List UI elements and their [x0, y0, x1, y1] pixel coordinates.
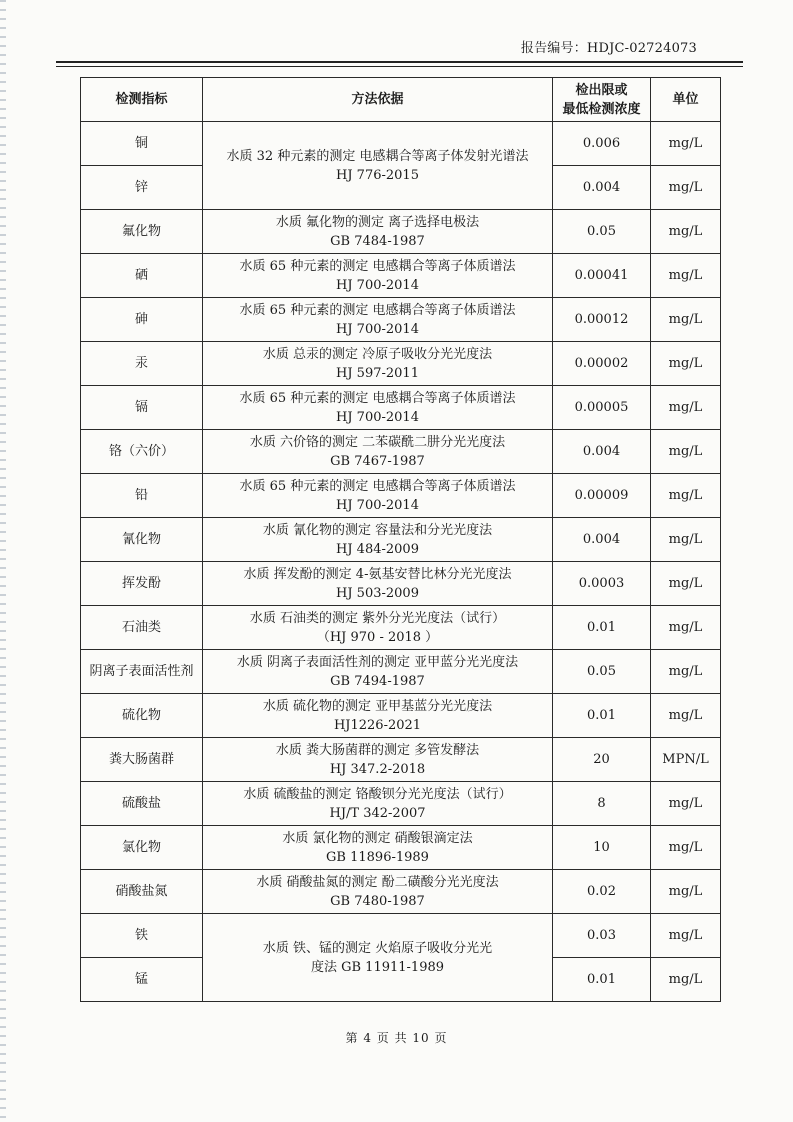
method-line2: HJ 776-2015	[336, 167, 419, 183]
method-line1: 水质 六价铬的测定 二苯碳酰二肼分光光度法	[249, 434, 506, 450]
method-line1: 水质 硫化物的测定 亚甲基蓝分光光度法	[262, 698, 493, 714]
header-unit: 单位	[651, 78, 721, 122]
table-row	[81, 606, 721, 650]
unit-cell: mg/L	[651, 342, 721, 386]
method-line2: HJ 503-2009	[336, 585, 419, 601]
limit-cell: 0.01	[553, 606, 651, 650]
method-cell	[203, 430, 553, 474]
method-line2: HJ 700-2014	[336, 409, 419, 425]
indicator-cell: 硫酸盐	[81, 782, 203, 826]
unit-cell: mg/L	[651, 518, 721, 562]
method-line1: 水质 总汞的测定 冷原子吸收分光光度法	[262, 346, 493, 362]
unit-cell: mg/L	[651, 254, 721, 298]
header-rule-thick	[56, 61, 743, 63]
indicator-cell: 砷	[81, 298, 203, 342]
indicator-cell: 氯化物	[81, 826, 203, 870]
method-line2: GB 7494-1987	[330, 673, 425, 689]
method-line2: HJ 700-2014	[336, 497, 419, 513]
method-line1: 水质 阴离子表面活性剂的测定 亚甲蓝分光光度法	[236, 654, 519, 670]
table-row	[81, 430, 721, 474]
method-cell	[203, 298, 553, 342]
table-row	[81, 650, 721, 694]
table-row	[81, 870, 721, 914]
limit-cell: 20	[553, 738, 651, 782]
limit-cell: 8	[553, 782, 651, 826]
table-header-row	[81, 78, 721, 122]
indicator-cell: 铁	[81, 914, 203, 958]
limit-cell: 0.006	[553, 122, 651, 166]
indicator-cell: 铜	[81, 122, 203, 166]
limit-cell: 0.01	[553, 958, 651, 1002]
method-line2: HJ 484-2009	[336, 541, 419, 557]
table-row	[81, 254, 721, 298]
header-limit-line2: 最低检测浓度	[562, 101, 641, 117]
indicator-cell: 氰化物	[81, 518, 203, 562]
table-row	[81, 782, 721, 826]
limit-cell: 10	[553, 826, 651, 870]
table-row	[81, 298, 721, 342]
indicator-cell: 汞	[81, 342, 203, 386]
indicator-cell: 镉	[81, 386, 203, 430]
method-cell	[203, 254, 553, 298]
method-line1: 水质 氰化物的测定 容量法和分光光度法	[262, 522, 493, 538]
limit-cell: 0.02	[553, 870, 651, 914]
method-line2: HJ/T 342-2007	[329, 805, 426, 821]
method-cell	[203, 694, 553, 738]
method-line1: 水质 65 种元素的测定 电感耦合等离子体质谱法	[239, 258, 516, 274]
method-line1: 水质 32 种元素的测定 电感耦合等离子体发射光谱法	[226, 148, 529, 164]
scan-edge-marks	[0, 0, 6, 1122]
method-line2: GB 7480-1987	[330, 893, 425, 909]
method-cell	[203, 650, 553, 694]
unit-cell: mg/L	[651, 870, 721, 914]
method-line1: 水质 氯化物的测定 硝酸银滴定法	[282, 830, 473, 846]
limit-cell: 0.004	[553, 518, 651, 562]
table-row	[81, 694, 721, 738]
limit-cell: 0.00041	[553, 254, 651, 298]
indicator-cell: 硫化物	[81, 694, 203, 738]
header-limit	[553, 78, 651, 122]
method-line1: 水质 氟化物的测定 离子选择电极法	[275, 214, 480, 230]
method-cell	[203, 210, 553, 254]
method-cell	[203, 738, 553, 782]
method-line1: 水质 硝酸盐氮的测定 酚二磺酸分光光度法	[256, 874, 499, 890]
method-line2: GB 11896-1989	[326, 849, 429, 865]
method-cell	[203, 518, 553, 562]
method-line2: HJ 597-2011	[336, 365, 419, 381]
unit-cell: mg/L	[651, 562, 721, 606]
table-row	[81, 562, 721, 606]
header-indicator: 检测指标	[81, 78, 203, 122]
method-line1: 水质 粪大肠菌群的测定 多管发酵法	[275, 742, 480, 758]
method-cell	[203, 870, 553, 914]
indicator-cell: 锌	[81, 166, 203, 210]
unit-cell: mg/L	[651, 650, 721, 694]
indicator-cell: 铅	[81, 474, 203, 518]
method-cell	[203, 386, 553, 430]
limit-cell: 0.05	[553, 650, 651, 694]
indicator-cell: 阴离子表面活性剂	[81, 650, 203, 694]
page-number: 第 4 页 共 10 页	[345, 1031, 448, 1045]
method-cell	[203, 606, 553, 650]
indicator-cell: 硒	[81, 254, 203, 298]
method-line1: 水质 硫酸盐的测定 铬酸钡分光光度法（试行）	[243, 786, 512, 802]
method-cell	[203, 342, 553, 386]
indicator-cell: 挥发酚	[81, 562, 203, 606]
unit-cell: mg/L	[651, 914, 721, 958]
method-line2: （HJ 970 - 2018 ）	[316, 629, 439, 645]
method-line1: 水质 铁、锰的测定 火焰原子吸收分光光	[262, 940, 493, 956]
method-line1: 水质 65 种元素的测定 电感耦合等离子体质谱法	[239, 478, 516, 494]
method-line2: HJ1226-2021	[333, 717, 422, 733]
unit-cell: MPN/L	[651, 738, 721, 782]
method-line1: 水质 65 种元素的测定 电感耦合等离子体质谱法	[239, 390, 516, 406]
indicator-cell: 铬（六价）	[81, 430, 203, 474]
table-row	[81, 914, 721, 958]
report-number: 报告编号：HDJC-02724073	[520, 41, 697, 56]
unit-cell: mg/L	[651, 430, 721, 474]
limit-cell: 0.004	[553, 430, 651, 474]
indicator-cell: 硝酸盐氮	[81, 870, 203, 914]
method-line2: GB 7484-1987	[330, 233, 425, 249]
indicator-cell: 石油类	[81, 606, 203, 650]
table-row	[81, 342, 721, 386]
method-line2: HJ 700-2014	[336, 277, 419, 293]
method-cell	[203, 562, 553, 606]
method-line1: 水质 石油类的测定 紫外分光光度法（试行）	[249, 610, 506, 626]
table-row	[81, 518, 721, 562]
indicator-cell: 粪大肠菌群	[81, 738, 203, 782]
unit-cell: mg/L	[651, 166, 721, 210]
limit-cell: 0.05	[553, 210, 651, 254]
table-row	[81, 738, 721, 782]
method-line2: GB 7467-1987	[330, 453, 425, 469]
unit-cell: mg/L	[651, 606, 721, 650]
header-limit-line1: 检出限或	[575, 82, 628, 98]
method-cell	[203, 474, 553, 518]
limit-cell: 0.0003	[553, 562, 651, 606]
table-row	[81, 474, 721, 518]
unit-cell: mg/L	[651, 122, 721, 166]
limit-cell: 0.03	[553, 914, 651, 958]
indicator-cell: 氟化物	[81, 210, 203, 254]
unit-cell: mg/L	[651, 210, 721, 254]
unit-cell: mg/L	[651, 694, 721, 738]
limit-cell: 0.00002	[553, 342, 651, 386]
limit-cell: 0.00012	[553, 298, 651, 342]
method-line2: HJ 347.2-2018	[329, 761, 426, 777]
indicator-cell: 锰	[81, 958, 203, 1002]
unit-cell: mg/L	[651, 826, 721, 870]
limit-cell: 0.00009	[553, 474, 651, 518]
table-row	[81, 122, 721, 166]
unit-cell: mg/L	[651, 958, 721, 1002]
method-line1: 水质 65 种元素的测定 电感耦合等离子体质谱法	[239, 302, 516, 318]
method-line2: HJ 700-2014	[336, 321, 419, 337]
unit-cell: mg/L	[651, 782, 721, 826]
method-cell	[203, 122, 553, 210]
unit-cell: mg/L	[651, 474, 721, 518]
table-row	[81, 210, 721, 254]
table-row	[81, 826, 721, 870]
method-line2: 度法 GB 11911-1989	[310, 959, 445, 975]
table-row	[81, 386, 721, 430]
method-line1: 水质 挥发酚的测定 4-氨基安替比林分光光度法	[243, 566, 512, 582]
header-rule-thin	[56, 66, 743, 67]
limit-cell: 0.00005	[553, 386, 651, 430]
limit-cell: 0.01	[553, 694, 651, 738]
method-cell	[203, 914, 553, 1002]
header-method: 方法依据	[203, 78, 553, 122]
limit-cell: 0.004	[553, 166, 651, 210]
test-method-table	[80, 77, 721, 1002]
method-cell	[203, 826, 553, 870]
unit-cell: mg/L	[651, 298, 721, 342]
unit-cell: mg/L	[651, 386, 721, 430]
method-cell	[203, 782, 553, 826]
